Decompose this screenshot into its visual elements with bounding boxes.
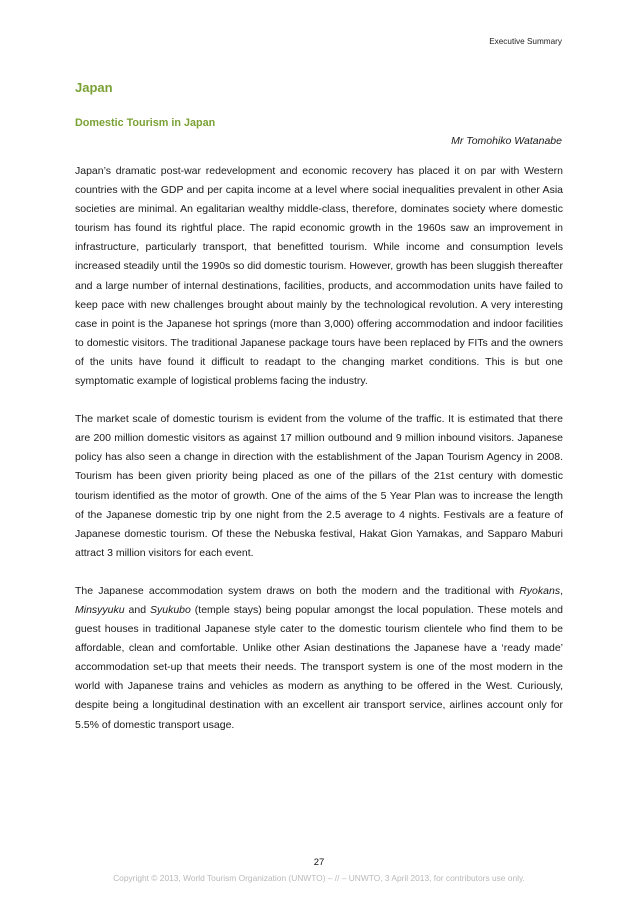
separator: and xyxy=(124,603,150,616)
page-number: 27 xyxy=(313,857,325,868)
term-syukubo: Syukubo xyxy=(149,603,191,616)
author-name: Mr Tomohiko Watanabe xyxy=(451,135,562,147)
separator: , xyxy=(560,584,563,597)
subsection-title: Domestic Tourism in Japan xyxy=(75,117,216,129)
term-minsyyuku: Minsyyuku xyxy=(75,603,125,616)
paragraph-2: The market scale of domestic tourism is evident from the volume of the traffic. It is estimated that there are 200 million domestic visitors as against 17 million outbound and 9 million inbound visitors. Japanese policy has also seen a change in direction with the establishment of the Japan Tourism Agency in 2008. Tourism has been given priority being placed as one of the pillars of the 21st century with domestic tourism identified as the motor of growth. One of the aims of the 5 Year Plan was to increase the length of the Japanese domestic trip by one night from the 2.5 average to 4 nights. Festivals are a feature of Japanese domestic tourism. Of these the Nebuska festival, Hakat Gion Yamakas, and Sapparo Maburi attract 3 million visitors for each event. xyxy=(75,413,563,559)
paragraph-3-rest: (temple stays) being popular amongst the local population. These motels and guest houses in traditional Japanese style cater to the domestic tourism clientele who find them to be affordable, clean and comfortable. Unlike other Asian destinations the Japanese have a ‘ready made’ accommodation set-up that meets their needs. The transport system is one of the most modern in the world with Japanese trains and vehicles as modern as anything to be offered in the West. Curiously, despite being a longitudinal destination with an excellent air transport service, airlines account only for 5.5% of domestic transport usage. xyxy=(75,603,564,731)
paragraph-3-lead: The Japanese accommodation system draws on both the modern and the traditional with xyxy=(75,584,520,597)
paragraph-1: Japan’s dramatic post-war redevelopment and economic recovery has placed it on par with Western countries with the GDP and per capita income at a level where social inequalities prevalent in other Asia societies are minimal. An egalitarian wealthy middle-class, therefore, dominates society where domestic tourism has found its rightful place. The rapid economic growth in the 1960s saw an improvement in infrastructure, particularly transport, that benefitted tourism. While income and consumption levels increased steadily until the 1990s so did domestic tourism. However, growth has been sluggish thereafter and a large number of internal destinations, facilities, products, and accommodation units have failed to keep pace with new challenges brought about mainly by the technological revolution. A very interesting case in point is the Japanese hot springs (more than 3,000) offering accommodation and indoor facilities to domestic visitors. The traditional Japanese package tours have been replaced by FITs and the owners of the units have found it difficult to readapt to the changing market conditions. This is but one symptomatic example of logistical problems facing the industry. xyxy=(75,165,563,388)
body-text xyxy=(75,162,563,754)
section-title: Japan xyxy=(75,80,113,95)
running-header: Executive Summary xyxy=(489,37,562,46)
paragraph-3 xyxy=(75,582,563,735)
term-ryokans: Ryokans xyxy=(519,584,561,597)
copyright-footer: Copyright © 2013, World Tourism Organization (UNWTO) – // – UNWTO, 3 April 2013, for contributors use only. xyxy=(113,873,525,883)
